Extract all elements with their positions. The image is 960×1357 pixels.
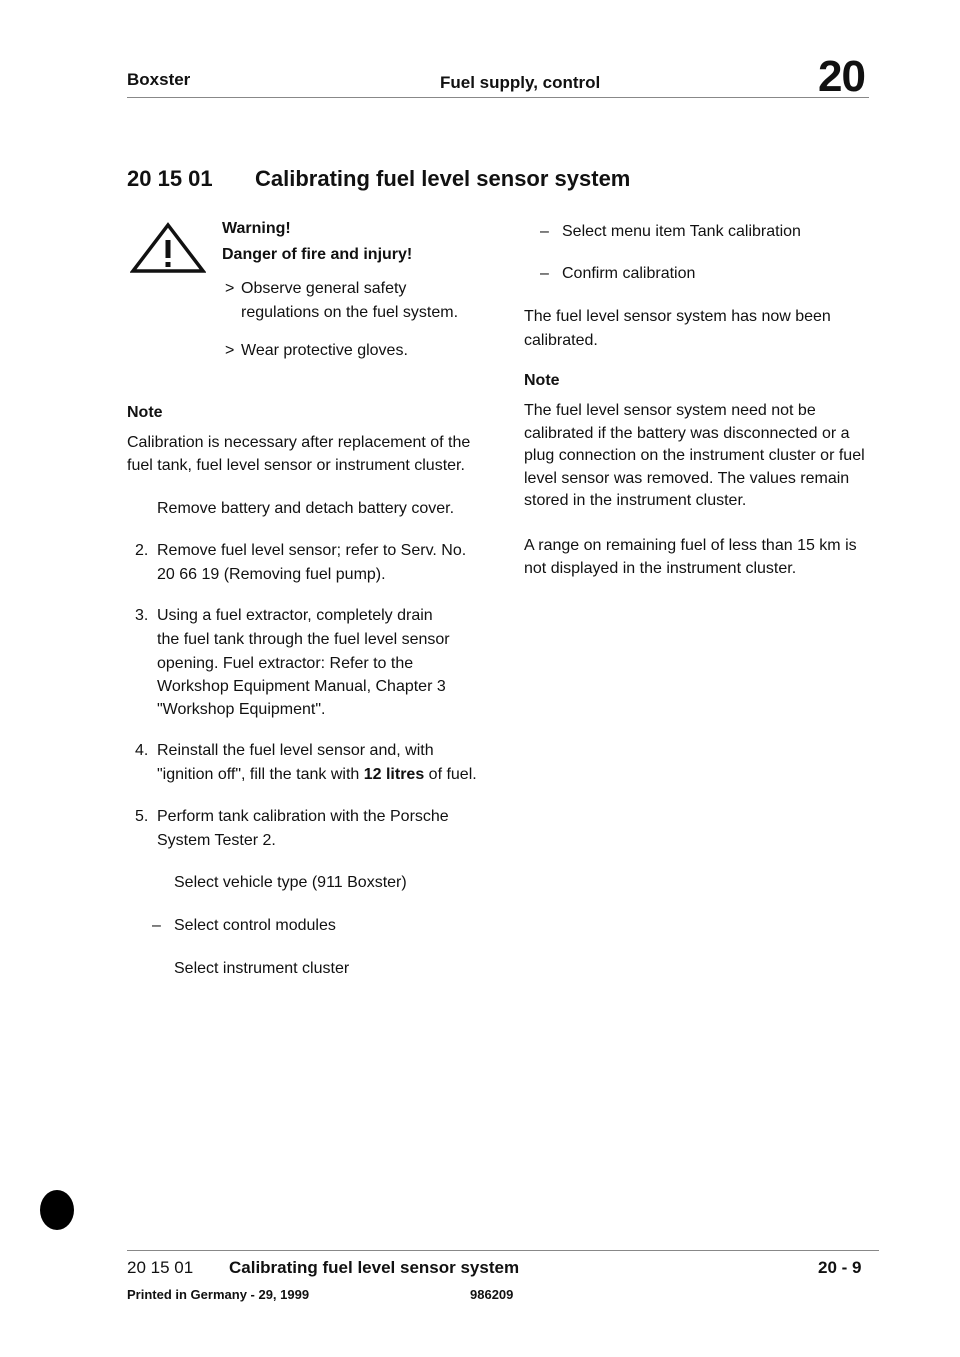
step-3-line: the fuel tank through the fuel level sensor xyxy=(157,631,450,648)
step-2-number: 2. xyxy=(135,542,149,559)
footer-page-number: 20 - 9 xyxy=(818,1258,862,1277)
step-5-line: System Tester 2. xyxy=(157,832,276,849)
section-number: 20 15 01 xyxy=(127,166,213,191)
footer-rule xyxy=(127,1250,879,1251)
right-note-line: The fuel level sensor system need not be xyxy=(524,402,816,419)
warning-item-2-line1: Wear protective gloves. xyxy=(241,342,408,359)
step-3-line: "Workshop Equipment". xyxy=(157,701,326,718)
footer-printed: Printed in Germany - 29, 1999 xyxy=(127,1287,310,1302)
right-note-line: level sensor was removed. The values remain xyxy=(524,470,850,487)
step-4-number: 4. xyxy=(135,742,149,759)
right-note-line: calibrated if the battery was disconnected or a xyxy=(524,425,850,442)
header-chapter-title: Fuel supply, control xyxy=(440,73,601,92)
step-4-line: Reinstall the fuel level sensor and, with xyxy=(157,742,434,759)
warning-item-1-line1: Observe general safety xyxy=(241,280,407,297)
note-line: Calibration is necessary after replacement of the xyxy=(127,434,471,451)
step-2-line: 20 66 19 (Removing fuel pump). xyxy=(157,566,386,583)
warning-triangle-icon xyxy=(130,222,206,274)
note-heading: Note xyxy=(127,404,163,421)
footer-section-title: Calibrating fuel level sensor system xyxy=(229,1258,520,1277)
step-2-line: Remove fuel level sensor; refer to Serv. No. xyxy=(157,542,467,559)
note-line: fuel tank, fuel level sensor or instrument cluster. xyxy=(127,457,465,474)
step-3-line: opening. Fuel extractor: Refer to the xyxy=(157,655,414,672)
right-paragraph-line: calibrated. xyxy=(524,332,598,349)
warning-subtitle: Danger of fire and injury! xyxy=(222,246,413,263)
warning-item-1-line2: regulations on the fuel system. xyxy=(241,304,459,321)
right-paragraph-line: not displayed in the instrument cluster. xyxy=(524,560,797,577)
right-item-text: Select menu item Tank calibration xyxy=(562,223,801,240)
footer-code: 986209 xyxy=(470,1287,514,1302)
warning-item-marker: > xyxy=(225,342,235,359)
substep-text: Select control modules xyxy=(174,917,336,934)
substep-text: Select instrument cluster xyxy=(174,960,350,977)
step-3-number: 3. xyxy=(135,607,149,624)
header-manual-name: Boxster xyxy=(127,70,191,89)
footer-section-number: 20 15 01 xyxy=(127,1258,194,1277)
step-5-number: 5. xyxy=(135,808,149,825)
substep-item xyxy=(152,915,336,937)
dash-marker: – xyxy=(540,265,549,282)
right-note-line: stored in the instrument cluster. xyxy=(524,492,747,509)
step-1-text: Remove battery and detach battery cover. xyxy=(157,500,455,517)
step-5-line: Perform tank calibration with the Porsche xyxy=(157,808,449,825)
header-chapter-number: 20 xyxy=(818,52,865,101)
step-4-quantity: 12 litres xyxy=(363,766,425,783)
right-paragraph-line: A range on remaining fuel of less than 15 km is xyxy=(524,537,857,554)
right-item xyxy=(540,263,695,285)
dash-marker: – xyxy=(540,223,549,240)
step-4-line2 xyxy=(157,764,477,786)
step-4-text: "ignition off", fill the tank with xyxy=(157,766,360,783)
right-paragraph-line: The fuel level sensor system has now been xyxy=(524,308,831,325)
substep-text: Select vehicle type (911 Boxster) xyxy=(174,874,407,891)
right-note-line: plug connection on the instrument cluster or fuel xyxy=(524,447,865,464)
step-3-line: Workshop Equipment Manual, Chapter 3 xyxy=(157,678,446,695)
section-title: Calibrating fuel level sensor system xyxy=(255,166,631,191)
right-item xyxy=(540,221,801,243)
binding-hole-mark xyxy=(40,1190,74,1230)
warning-title: Warning! xyxy=(222,220,291,237)
dash-marker: – xyxy=(152,917,161,934)
step-4-text: of fuel. xyxy=(428,766,477,783)
header-rule xyxy=(127,97,869,98)
right-note-heading: Note xyxy=(524,372,560,389)
warning-item-marker: > xyxy=(225,280,235,297)
step-3-line: Using a fuel extractor, completely drain xyxy=(157,607,433,624)
right-item-text: Confirm calibration xyxy=(562,265,696,282)
